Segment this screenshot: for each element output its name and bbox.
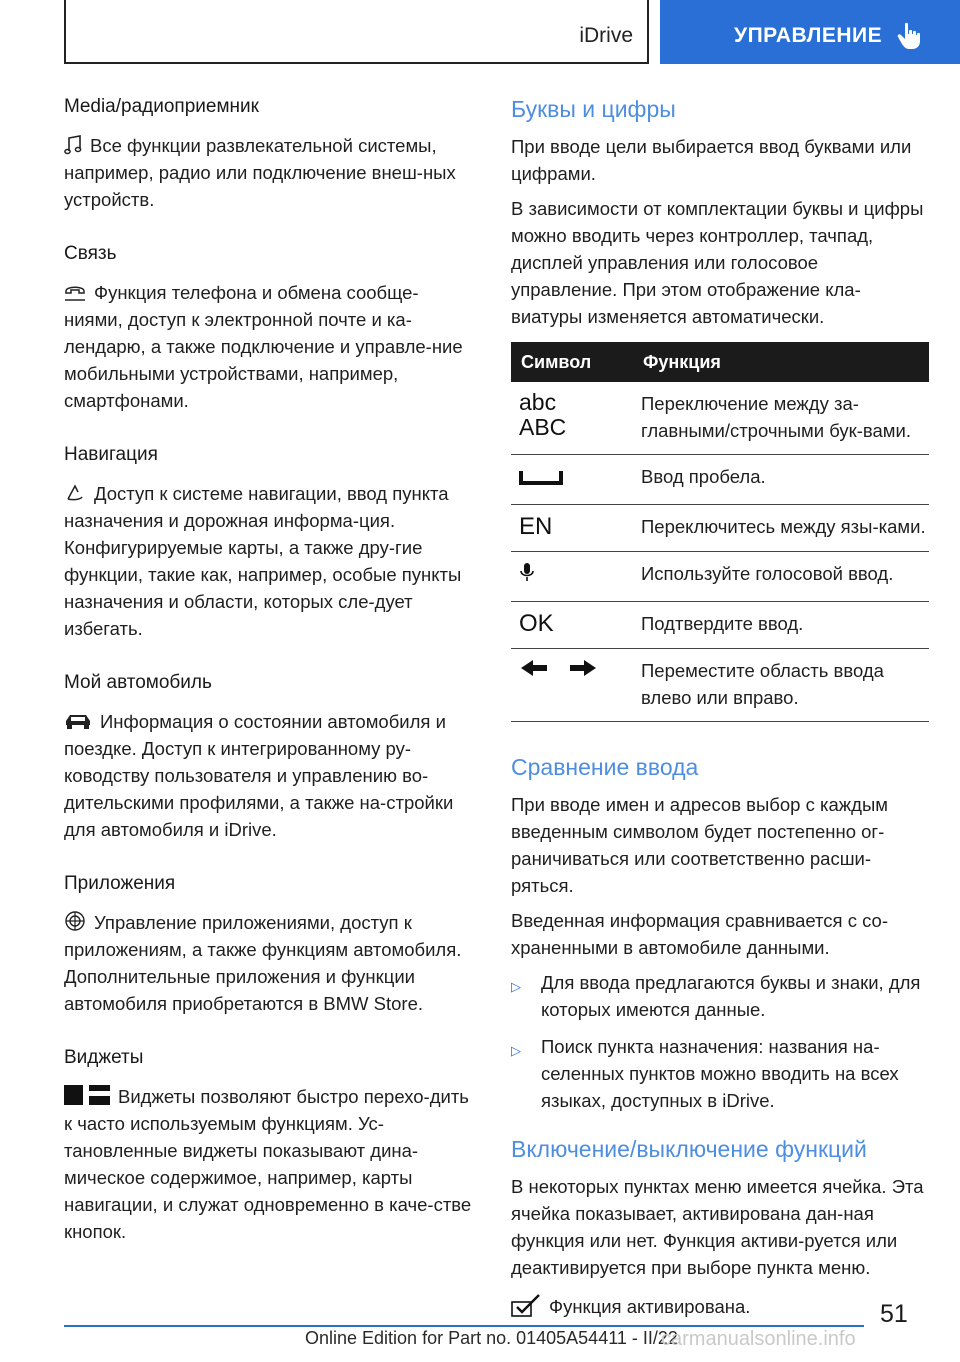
symbols-table	[511, 342, 929, 722]
toggle-note: Функция активирована.	[549, 1296, 751, 1317]
list-item	[511, 1033, 929, 1114]
navigation-icon	[64, 483, 86, 503]
apps-text: Управление приложениями, доступ к приложениям, а также функциям автомобиля. Дополнительные приложения и функции автомобиля приобретаются в BMW Store.	[64, 912, 462, 1014]
function-cell: Переключитесь между язы-ками.	[641, 505, 929, 552]
apps-icon	[64, 910, 86, 932]
nav-block	[64, 444, 476, 642]
widgets-text: Виджеты позволяют быстро перехо-дить к часто используемым функциям. Ус-тановленные виджеты показывают дина-мическое содержимое, например, карты навигации, и служат одновременно в каче-стве кнопок.	[64, 1086, 472, 1242]
space-bar-icon	[519, 463, 563, 487]
toggle-heading: Включение/выключение функций	[511, 1136, 867, 1162]
table-row	[511, 382, 929, 455]
compare-p2: Введенная информация сравнивается с со-храненными в автомобиле данными.	[511, 910, 889, 958]
ok-symbol: OK	[519, 610, 554, 637]
nav-heading: Навигация	[64, 444, 158, 465]
letters-p1: При вводе цели выбирается ввод буквами или цифрами.	[511, 136, 912, 184]
bullet-text: Для ввода предлагаются буквы и знаки, для которых имеются данные.	[541, 972, 921, 1020]
apps-block	[64, 873, 476, 1017]
language-symbol: EN	[519, 513, 553, 540]
car-text: Информация о состоянии автомобиля и поездке. Доступ к интегрированному ру-ководству пользователя и управлению во-дительскими профилями, а также на-стройки для автомобиля и iDrive.	[64, 711, 454, 840]
pointing-hand-icon	[896, 22, 922, 50]
edition-note: Online Edition for Part no. 01405A54411 - II/22	[305, 1328, 678, 1348]
left-column	[64, 96, 476, 1275]
list-item	[511, 969, 929, 1023]
chapter-title: iDrive	[579, 24, 633, 47]
section-title: УПРАВЛЕНИЕ	[734, 24, 883, 47]
widgets-block	[64, 1047, 476, 1245]
function-cell: Переключение между за-главными/строчными бук-вами.	[641, 382, 929, 455]
case-toggle-symbol-lower: abc	[519, 389, 557, 415]
function-cell: Используйте голосовой ввод.	[641, 552, 929, 602]
letters-heading: Буквы и цифры	[511, 96, 676, 122]
case-toggle-symbol-upper: ABC	[519, 414, 567, 440]
nav-text: Доступ к системе навигации, ввод пункта назначения и дорожная информа-ция. Конфигурируемые карты, а также дру-гие функции, такие как, например, особые пункты назначения и области, которых сле-дует избегать.	[64, 483, 462, 639]
table-header-row	[511, 342, 929, 382]
compare-heading: Сравнение ввода	[511, 754, 699, 780]
car-block	[64, 672, 476, 843]
right-column	[511, 96, 929, 1328]
media-block	[64, 96, 476, 213]
widgets-icon	[64, 1084, 110, 1106]
arrow-left-icon	[519, 657, 549, 679]
comm-block	[64, 243, 476, 414]
letters-p2: В зависимости от комплектации буквы и цифры можно вводить через контроллер, тачпад, дисплей управления или голосовое управление. При этом отображение кла-виатуры изменяется автоматически.	[511, 198, 924, 327]
toggle-p1: В некоторых пунктах меню имеется ячейка. Эта ячейка показывает, активирована дан-ная функция или нет. Функция активи-руется или деактивируется при выборе пункта меню.	[511, 1176, 924, 1278]
col-symbol-header: Символ	[511, 342, 641, 382]
car-heading: Мой автомобиль	[64, 672, 212, 693]
table-row	[511, 455, 929, 505]
media-heading: Media/радиоприемник	[64, 96, 259, 117]
table-row	[511, 505, 929, 552]
bullet-text: Поиск пункта назначения: названия на-селенных пунктов можно вводить на всех языках, доступных в iDrive.	[541, 1036, 899, 1111]
widgets-heading: Виджеты	[64, 1047, 144, 1068]
microphone-icon	[519, 560, 535, 584]
watermark: carmanualsonline.info	[661, 1328, 856, 1350]
apps-heading: Приложения	[64, 873, 176, 894]
table-row	[511, 602, 929, 649]
table-row	[511, 552, 929, 602]
header-chapter-box	[64, 0, 649, 64]
table-row	[511, 649, 929, 722]
function-cell: Подтвердите ввод.	[641, 602, 929, 649]
media-text: Все функции развлекательной системы, например, радио или подключение внеш-ных устройств.	[64, 135, 456, 210]
compare-p1: При вводе имен и адресов выбор с каждым введенным символом будет постепенно ог-раничиваться или соответственно расши-ряться.	[511, 794, 888, 896]
function-cell: Ввод пробела.	[641, 455, 929, 505]
footer-rule	[64, 1325, 864, 1327]
arrow-right-icon	[568, 657, 598, 679]
comm-heading: Связь	[64, 243, 117, 264]
col-function-header: Функция	[641, 342, 929, 382]
triangle-bullet-icon: ▷	[511, 1043, 521, 1058]
compare-bullets	[511, 969, 929, 1114]
music-note-icon	[64, 135, 82, 155]
page-number: 51	[880, 1300, 908, 1328]
phone-icon	[64, 282, 86, 302]
checkbox-checked-icon	[511, 1294, 541, 1318]
function-cell: Переместите область ввода влево или вправо.	[641, 649, 929, 722]
comm-text: Функция телефона и обмена сообще-ниями, доступ к электронной почте и ка-лендарю, а также подключение и управле-ние мобильными устройствами, например, смартфонами.	[64, 282, 463, 411]
car-icon	[64, 711, 92, 731]
header-section-tab	[660, 0, 960, 64]
triangle-bullet-icon: ▷	[511, 979, 521, 994]
